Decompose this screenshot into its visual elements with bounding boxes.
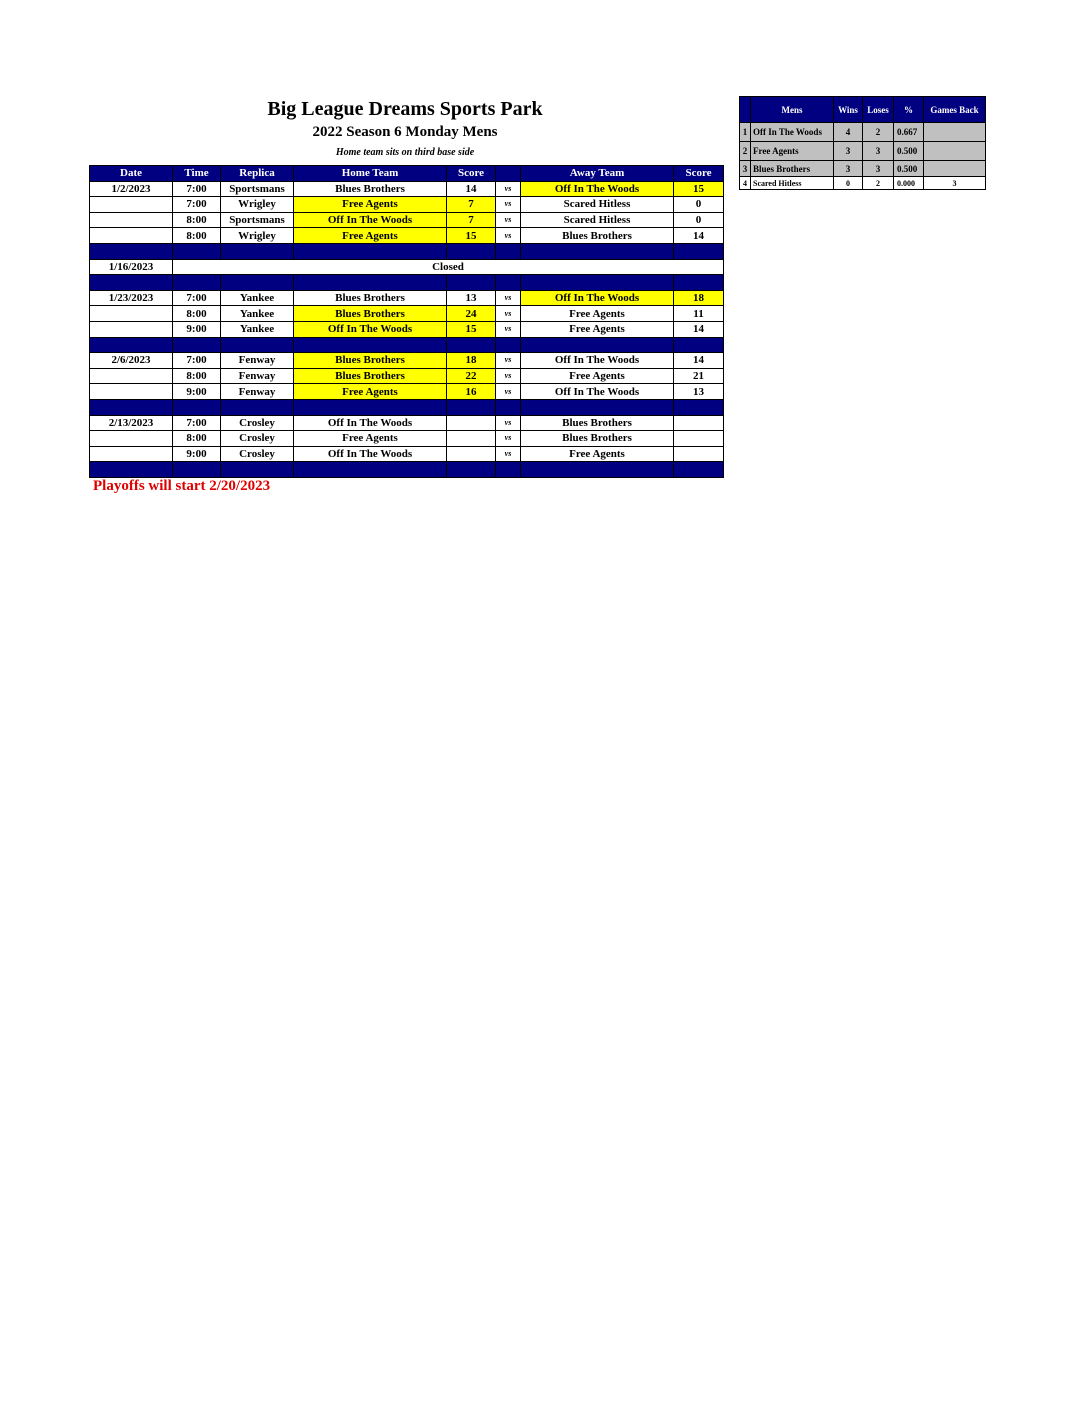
losses-cell: 2 bbox=[863, 177, 894, 190]
separator-cell bbox=[674, 243, 724, 259]
separator-cell bbox=[521, 399, 674, 415]
separator-cell bbox=[496, 337, 521, 353]
date-cell bbox=[90, 384, 173, 400]
vs-cell: vs bbox=[496, 431, 521, 447]
away-team-cell: Off In The Woods bbox=[521, 181, 674, 197]
separator-cell bbox=[221, 275, 294, 291]
separator-cell bbox=[496, 462, 521, 478]
wins-cell: 3 bbox=[834, 142, 863, 161]
pct-cell: 0.500 bbox=[894, 161, 924, 177]
separator-cell bbox=[173, 243, 221, 259]
column-header-time: Time bbox=[173, 166, 221, 182]
away-team-cell: Free Agents bbox=[521, 368, 674, 384]
separator-cell bbox=[447, 462, 496, 478]
losses-cell: 2 bbox=[863, 123, 894, 142]
rank-cell: 1 bbox=[740, 123, 751, 142]
separator-cell bbox=[496, 399, 521, 415]
home-score-cell: 7 bbox=[447, 197, 496, 213]
separator-cell bbox=[447, 399, 496, 415]
standings-row bbox=[740, 177, 986, 190]
away-score-cell: 14 bbox=[674, 321, 724, 337]
date-cell bbox=[90, 431, 173, 447]
column-header-away-score: Score bbox=[674, 166, 724, 182]
standings-header-games-back: Games Back bbox=[924, 97, 986, 123]
wins-cell: 4 bbox=[834, 123, 863, 142]
time-cell: 7:00 bbox=[173, 353, 221, 369]
separator-cell bbox=[521, 275, 674, 291]
home-team-cell: Blues Brothers bbox=[294, 306, 447, 322]
away-team-cell: Blues Brothers bbox=[521, 415, 674, 431]
separator-cell bbox=[173, 399, 221, 415]
separator-cell bbox=[90, 337, 173, 353]
vs-cell: vs bbox=[496, 181, 521, 197]
team-cell: Scared Hitless bbox=[751, 177, 834, 190]
replica-cell: Wrigley bbox=[221, 197, 294, 213]
home-team-note: Home team sits on third base side bbox=[335, 147, 475, 158]
separator-cell bbox=[447, 243, 496, 259]
away-team-cell: Scared Hitless bbox=[521, 212, 674, 228]
away-score-cell bbox=[674, 431, 724, 447]
rank-cell: 3 bbox=[740, 161, 751, 177]
replica-cell: Yankee bbox=[221, 321, 294, 337]
separator-cell bbox=[221, 337, 294, 353]
game-row bbox=[90, 290, 724, 306]
rank-cell: 2 bbox=[740, 142, 751, 161]
date-cell: 1/2/2023 bbox=[90, 181, 173, 197]
games-back-cell bbox=[924, 142, 986, 161]
away-score-cell: 14 bbox=[674, 228, 724, 244]
standings-row bbox=[740, 123, 986, 142]
wins-cell: 0 bbox=[834, 177, 863, 190]
home-team-cell: Blues Brothers bbox=[294, 368, 447, 384]
away-team-cell: Blues Brothers bbox=[521, 431, 674, 447]
column-header-home-score: Score bbox=[447, 166, 496, 182]
separator-cell bbox=[90, 399, 173, 415]
home-team-cell: Off In The Woods bbox=[294, 446, 447, 462]
replica-cell: Sportsmans bbox=[221, 181, 294, 197]
home-score-cell bbox=[447, 446, 496, 462]
separator-cell bbox=[221, 243, 294, 259]
page-title: Big League Dreams Sports Park bbox=[267, 98, 543, 120]
standings-body bbox=[740, 123, 986, 190]
separator-cell bbox=[90, 462, 173, 478]
standings-header-losses: Loses bbox=[863, 97, 894, 123]
away-team-cell: Free Agents bbox=[521, 321, 674, 337]
separator-cell bbox=[294, 399, 447, 415]
separator-cell bbox=[521, 337, 674, 353]
replica-cell: Fenway bbox=[221, 353, 294, 369]
game-row bbox=[90, 415, 724, 431]
game-row bbox=[90, 181, 724, 197]
game-row bbox=[90, 431, 724, 447]
away-team-cell: Free Agents bbox=[521, 306, 674, 322]
playoffs-note: Playoffs will start 2/20/2023 bbox=[93, 478, 271, 494]
separator-cell bbox=[674, 399, 724, 415]
home-score-cell: 24 bbox=[447, 306, 496, 322]
home-team-cell: Free Agents bbox=[294, 228, 447, 244]
time-cell: 8:00 bbox=[173, 431, 221, 447]
home-team-cell: Blues Brothers bbox=[294, 353, 447, 369]
pct-cell: 0.500 bbox=[894, 142, 924, 161]
standings-header-team: Mens bbox=[751, 97, 834, 123]
separator-cell bbox=[294, 337, 447, 353]
time-cell: 9:00 bbox=[173, 321, 221, 337]
separator-cell bbox=[447, 275, 496, 291]
time-cell: 8:00 bbox=[173, 228, 221, 244]
home-score-cell bbox=[447, 415, 496, 431]
separator-cell bbox=[496, 243, 521, 259]
away-score-cell: 14 bbox=[674, 353, 724, 369]
games-back-cell bbox=[924, 161, 986, 177]
away-score-cell: 18 bbox=[674, 290, 724, 306]
vs-cell: vs bbox=[496, 353, 521, 369]
vs-cell: vs bbox=[496, 197, 521, 213]
home-score-cell: 14 bbox=[447, 181, 496, 197]
vs-cell: vs bbox=[496, 368, 521, 384]
home-team-cell: Off In The Woods bbox=[294, 415, 447, 431]
time-cell: 7:00 bbox=[173, 181, 221, 197]
home-team-cell: Free Agents bbox=[294, 431, 447, 447]
vs-cell: vs bbox=[496, 384, 521, 400]
home-score-cell: 7 bbox=[447, 212, 496, 228]
games-back-cell: 3 bbox=[924, 177, 986, 190]
home-team-cell: Free Agents bbox=[294, 197, 447, 213]
time-cell: 8:00 bbox=[173, 212, 221, 228]
vs-cell: vs bbox=[496, 290, 521, 306]
separator-cell bbox=[521, 243, 674, 259]
separator-row bbox=[90, 399, 724, 415]
date-cell bbox=[90, 228, 173, 244]
home-score-cell: 16 bbox=[447, 384, 496, 400]
date-cell: 1/16/2023 bbox=[90, 259, 173, 275]
closed-row bbox=[90, 259, 724, 275]
separator-cell bbox=[674, 275, 724, 291]
separator-row bbox=[90, 243, 724, 259]
away-score-cell bbox=[674, 415, 724, 431]
replica-cell: Fenway bbox=[221, 368, 294, 384]
standings-header-row bbox=[740, 97, 986, 123]
column-header-home-team: Home Team bbox=[294, 166, 447, 182]
game-row bbox=[90, 212, 724, 228]
home-score-cell bbox=[447, 431, 496, 447]
time-cell: 8:00 bbox=[173, 306, 221, 322]
date-cell: 1/23/2023 bbox=[90, 290, 173, 306]
separator-cell bbox=[294, 243, 447, 259]
replica-cell: Crosley bbox=[221, 446, 294, 462]
separator-cell bbox=[173, 462, 221, 478]
replica-cell: Yankee bbox=[221, 306, 294, 322]
replica-cell: Yankee bbox=[221, 290, 294, 306]
game-row bbox=[90, 306, 724, 322]
home-team-cell: Blues Brothers bbox=[294, 290, 447, 306]
game-row bbox=[90, 368, 724, 384]
away-team-cell: Scared Hitless bbox=[521, 197, 674, 213]
team-cell: Free Agents bbox=[751, 142, 834, 161]
date-cell bbox=[90, 368, 173, 384]
time-cell: 9:00 bbox=[173, 384, 221, 400]
game-row bbox=[90, 446, 724, 462]
date-cell: 2/13/2023 bbox=[90, 415, 173, 431]
date-cell bbox=[90, 212, 173, 228]
replica-cell: Crosley bbox=[221, 431, 294, 447]
separator-cell bbox=[90, 275, 173, 291]
separator-row bbox=[90, 462, 724, 478]
home-team-cell: Free Agents bbox=[294, 384, 447, 400]
away-team-cell: Off In The Woods bbox=[521, 290, 674, 306]
home-score-cell: 15 bbox=[447, 228, 496, 244]
replica-cell: Wrigley bbox=[221, 228, 294, 244]
home-score-cell: 15 bbox=[447, 321, 496, 337]
away-score-cell: 21 bbox=[674, 368, 724, 384]
closed-cell: Closed bbox=[173, 259, 724, 275]
home-score-cell: 18 bbox=[447, 353, 496, 369]
away-score-cell: 11 bbox=[674, 306, 724, 322]
date-cell bbox=[90, 321, 173, 337]
away-score-cell: 15 bbox=[674, 181, 724, 197]
game-row bbox=[90, 384, 724, 400]
replica-cell: Crosley bbox=[221, 415, 294, 431]
vs-cell: vs bbox=[496, 228, 521, 244]
away-score-cell: 0 bbox=[674, 212, 724, 228]
standings-header-pct: % bbox=[894, 97, 924, 123]
losses-cell: 3 bbox=[863, 142, 894, 161]
losses-cell: 3 bbox=[863, 161, 894, 177]
replica-cell: Fenway bbox=[221, 384, 294, 400]
separator-cell bbox=[90, 243, 173, 259]
home-score-cell: 13 bbox=[447, 290, 496, 306]
home-score-cell: 22 bbox=[447, 368, 496, 384]
schedule-body bbox=[90, 181, 724, 477]
away-team-cell: Blues Brothers bbox=[521, 228, 674, 244]
date-cell: 2/6/2023 bbox=[90, 353, 173, 369]
separator-cell bbox=[221, 399, 294, 415]
away-score-cell bbox=[674, 446, 724, 462]
away-team-cell: Free Agents bbox=[521, 446, 674, 462]
date-cell bbox=[90, 306, 173, 322]
vs-cell: vs bbox=[496, 415, 521, 431]
rank-cell: 4 bbox=[740, 177, 751, 190]
away-team-cell: Off In The Woods bbox=[521, 384, 674, 400]
game-row bbox=[90, 353, 724, 369]
standings-header-rank bbox=[740, 97, 751, 123]
column-header-date: Date bbox=[90, 166, 173, 182]
separator-cell bbox=[221, 462, 294, 478]
vs-cell: vs bbox=[496, 212, 521, 228]
standings-table bbox=[739, 96, 986, 190]
vs-cell: vs bbox=[496, 321, 521, 337]
time-cell: 9:00 bbox=[173, 446, 221, 462]
column-header-vs bbox=[496, 166, 521, 182]
time-cell: 8:00 bbox=[173, 368, 221, 384]
standings-row bbox=[740, 142, 986, 161]
column-header-replica: Replica bbox=[221, 166, 294, 182]
away-score-cell: 0 bbox=[674, 197, 724, 213]
standings-row bbox=[740, 161, 986, 177]
standings-header-wins: Wins bbox=[834, 97, 863, 123]
separator-cell bbox=[521, 462, 674, 478]
wins-cell: 3 bbox=[834, 161, 863, 177]
separator-cell bbox=[173, 337, 221, 353]
time-cell: 7:00 bbox=[173, 415, 221, 431]
time-cell: 7:00 bbox=[173, 290, 221, 306]
separator-row bbox=[90, 337, 724, 353]
separator-row bbox=[90, 275, 724, 291]
column-header-away-team: Away Team bbox=[521, 166, 674, 182]
season-subtitle: 2022 Season 6 Monday Mens bbox=[312, 124, 498, 140]
home-team-cell: Off In The Woods bbox=[294, 212, 447, 228]
team-cell: Off In The Woods bbox=[751, 123, 834, 142]
separator-cell bbox=[294, 275, 447, 291]
date-cell bbox=[90, 197, 173, 213]
team-cell: Blues Brothers bbox=[751, 161, 834, 177]
home-team-cell: Blues Brothers bbox=[294, 181, 447, 197]
away-score-cell: 13 bbox=[674, 384, 724, 400]
replica-cell: Sportsmans bbox=[221, 212, 294, 228]
pct-cell: 0.667 bbox=[894, 123, 924, 142]
home-team-cell: Off In The Woods bbox=[294, 321, 447, 337]
separator-cell bbox=[173, 275, 221, 291]
vs-cell: vs bbox=[496, 446, 521, 462]
schedule-header-row bbox=[90, 166, 724, 182]
separator-cell bbox=[294, 462, 447, 478]
date-cell bbox=[90, 446, 173, 462]
time-cell: 7:00 bbox=[173, 197, 221, 213]
separator-cell bbox=[674, 462, 724, 478]
game-row bbox=[90, 321, 724, 337]
separator-cell bbox=[496, 275, 521, 291]
pct-cell: 0.000 bbox=[894, 177, 924, 190]
vs-cell: vs bbox=[496, 306, 521, 322]
separator-cell bbox=[674, 337, 724, 353]
game-row bbox=[90, 228, 724, 244]
schedule-table bbox=[89, 165, 724, 478]
game-row bbox=[90, 197, 724, 213]
games-back-cell bbox=[924, 123, 986, 142]
away-team-cell: Off In The Woods bbox=[521, 353, 674, 369]
separator-cell bbox=[447, 337, 496, 353]
